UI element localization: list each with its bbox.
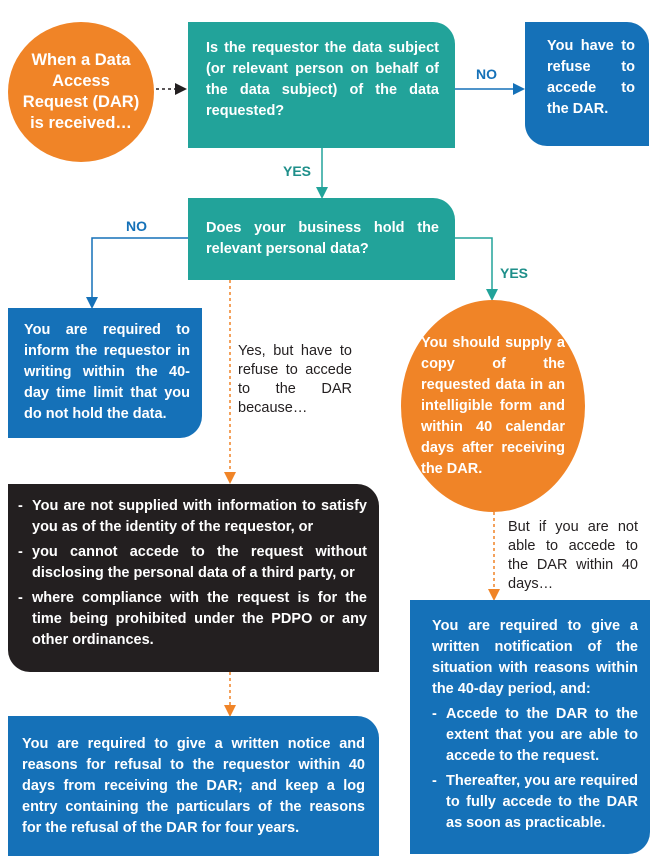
connector-q2-yes [455,238,492,298]
q2-yes-label: YES [500,265,529,281]
late-notification-intro: You are required to give a written notification of the situation with reasons within the 40-day period, and: [432,618,638,697]
late-notification-list [432,704,638,834]
q1-yes-label: YES [283,163,312,179]
question-1-text: Is the requestor the data subject (or relevant person on behalf of the data subject) of the data requested? [206,40,439,119]
refuse-result-box [525,22,649,146]
late-notification-item: - Thereafter, you are required to fully accede to the DAR as soon as practicable. [432,771,638,834]
refuse-note: Yes, but have to refuse to accede to the DAR because… [238,343,352,416]
refuse-result-text: You have to refuse to accede to the DAR. [547,38,635,117]
refusal-notice-text: You are required to give a written notice and reasons for refusal to the requestor within 40 days from receiving the DAR; and keep a log entry containing the particulars of the reasons for the refusal of the DAR for four years. [22,736,365,836]
no-data-result-text: You are required to inform the requestor in writing within the 40-day time limit that you do not hold the data. [24,322,190,422]
start-circle [8,22,154,162]
question-1-box [188,22,455,148]
refuse-reason-item: - where compliance with the request is for the time being prohibited under the PDPO or any other ordinances. [18,588,367,651]
refuse-reason-item: - you cannot accede to the request without disclosing the personal data of a third party, or [18,542,367,584]
refuse-reasons-list [18,496,367,651]
late-note: But if you are not able to accede to the DAR within 40 days… [508,519,638,592]
refusal-notice-box [8,716,379,856]
supply-text: You should supply a copy of the requested data in an intelligible form and within 40 calendar days after receiving the DAR. [421,334,565,477]
no-data-result-box [8,308,202,438]
question-2-box [188,198,455,280]
q2-no-label: NO [126,218,147,234]
late-notification-box [410,600,650,854]
start-text: When a Data Access Request (DAR) is received… [22,51,140,132]
q1-no-label: NO [476,66,497,82]
refuse-reason-item: - You are not supplied with information to satisfy you as of the identity of the requestor, or [18,496,367,538]
late-notification-item: - Accede to the DAR to the extent that you are able to accede to the request. [432,704,638,767]
supply-circle [401,300,585,512]
question-2-text: Does your business hold the relevant personal data? [206,220,439,257]
connector-q2-no [92,238,188,306]
refuse-reasons-box [8,484,379,672]
